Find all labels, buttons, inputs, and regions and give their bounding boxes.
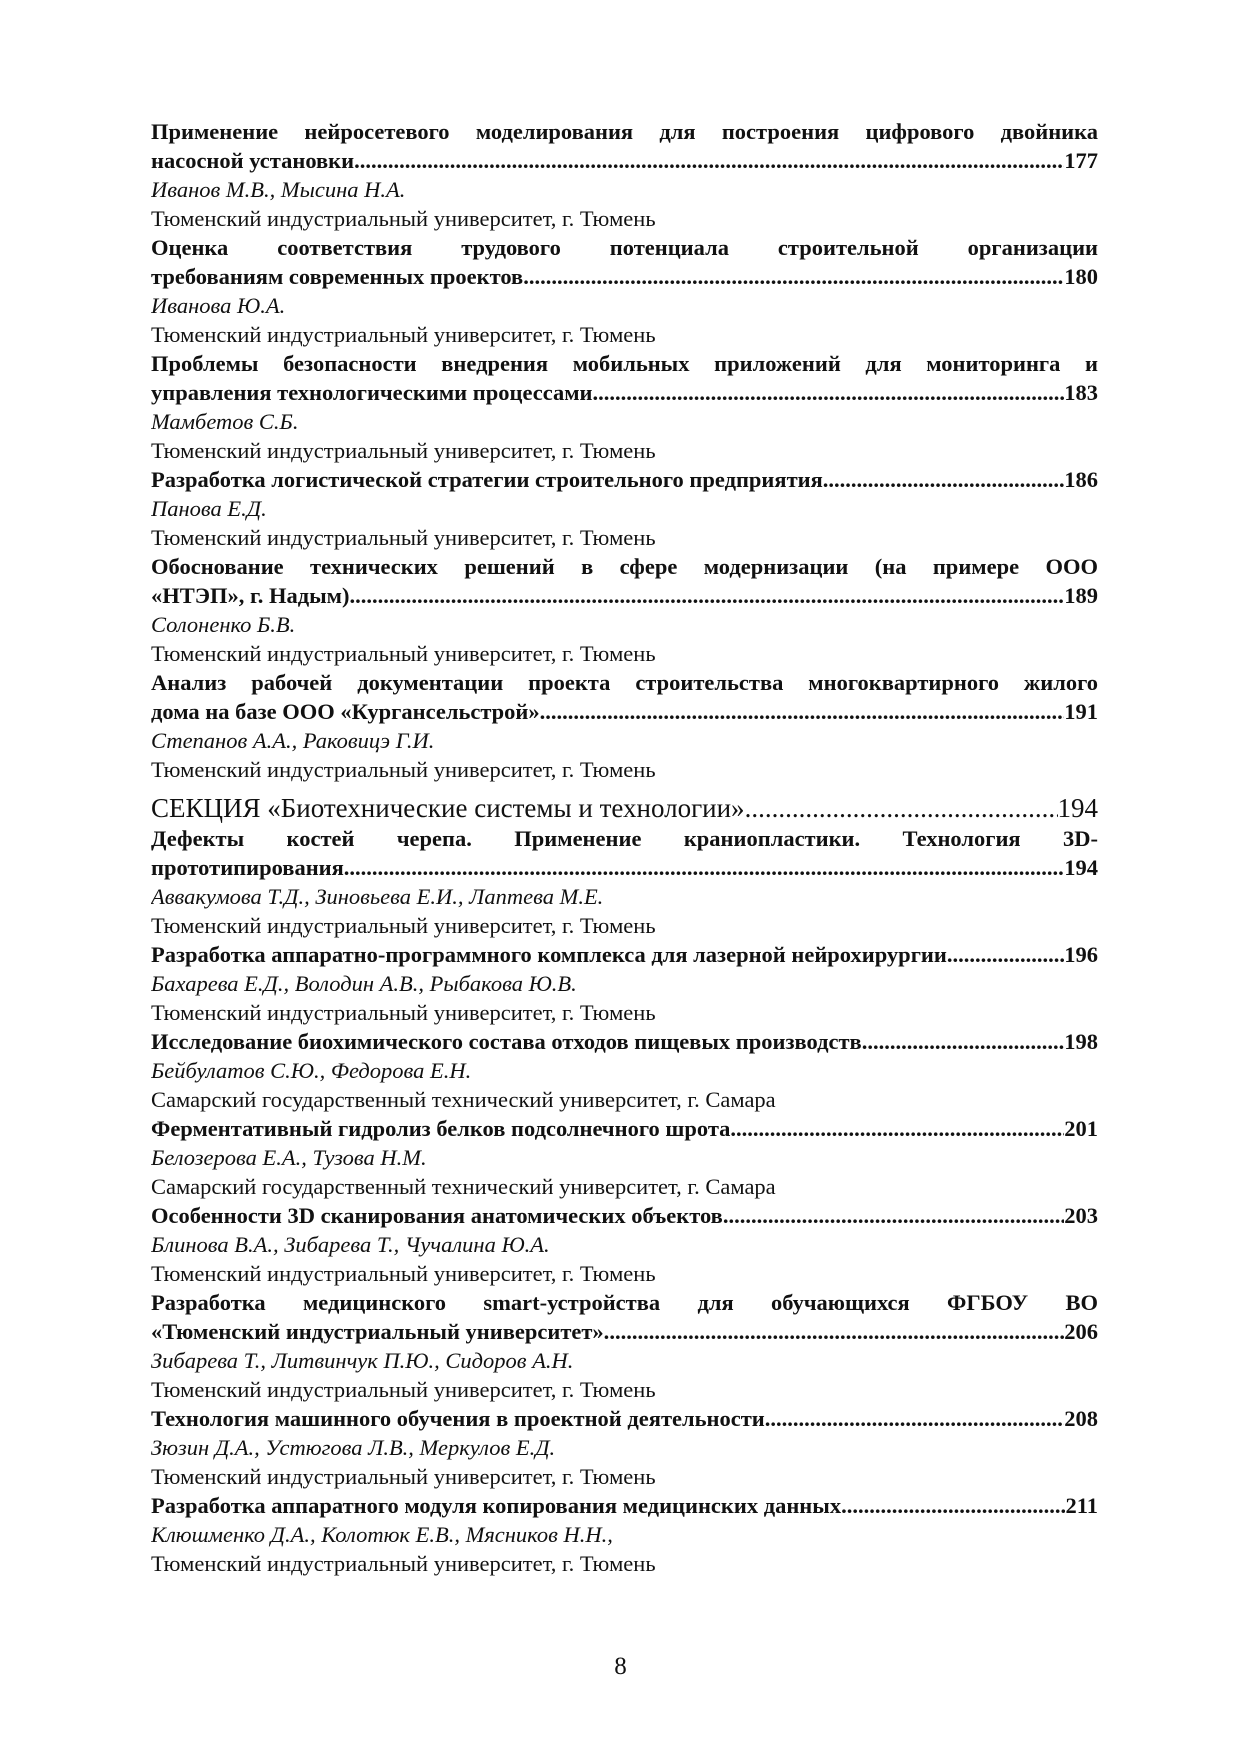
entry-affiliation: Самарский государственный технический университет, г. Самара (151, 1087, 776, 1112)
toc-entry (151, 117, 1098, 233)
entry-authors: Иванова Ю.А. (151, 293, 286, 318)
entry-page-number: 191 (1064, 699, 1098, 724)
entry-page-number: 208 (1064, 1406, 1098, 1431)
entry-page-number: 186 (1064, 467, 1098, 492)
entry-authors: Зюзин Д.А., Устюгова Л.В., Меркулов Е.Д. (151, 1435, 556, 1460)
entry-title: Особенности 3D сканирования анатомических объектов (151, 1203, 723, 1228)
entry-affiliation: Тюменский индустриальный университет, г. Тюмень (151, 1000, 656, 1025)
entry-title-leader (151, 1491, 1098, 1520)
entry-title: Проблемы безопасности внедрения мобильных приложений для мониторинга и (151, 351, 1098, 376)
table-of-contents (151, 117, 1098, 1578)
entry-title: Оценка соответствия трудового потенциала строительной организации (151, 235, 1098, 260)
entry-title-leader (151, 262, 1098, 291)
entry-authors: Степанов А.А., Раковицэ Г.И. (151, 728, 435, 753)
entry-title-leader (151, 378, 1098, 407)
entry-authors: Солоненко Б.В. (151, 612, 296, 637)
entry-page-number: 196 (1064, 942, 1098, 967)
entry-affiliation: Тюменский индустриальный университет, г. Тюмень (151, 757, 656, 782)
entry-title: Технология машинного обучения в проектной деятельности (151, 1406, 765, 1431)
entry-title-leader (151, 1317, 1098, 1346)
entry-authors: Иванов М.В., Мысина Н.А. (151, 177, 406, 202)
entry-page-number: 206 (1064, 1319, 1098, 1344)
entry-title-leader (151, 581, 1098, 610)
page-number: 8 (614, 1653, 627, 1680)
toc-entry (151, 1027, 1098, 1114)
toc-entry (151, 349, 1098, 465)
entry-affiliation: Тюменский индустриальный университет, г. Тюмень (151, 913, 656, 938)
entry-authors: Блинова В.А., Зибарева Т., Чучалина Ю.А. (151, 1232, 550, 1257)
toc-entry (151, 940, 1098, 1027)
entry-authors: Зибарева Т., Литвинчук П.Ю., Сидоров А.Н. (151, 1348, 574, 1373)
toc-entry (151, 233, 1098, 349)
section-title: СЕКЦИЯ «Биотехнические системы и технологии» (151, 793, 745, 823)
entry-page-number: 177 (1064, 148, 1098, 173)
entry-authors: Клюшменко Д.А., Колотюк Е.В., Мясников Н.Н., (151, 1522, 613, 1547)
entry-title-leader (151, 465, 1098, 494)
entry-affiliation: Самарский государственный технический университет, г. Самара (151, 1174, 776, 1199)
entry-title-leader (151, 853, 1098, 882)
entry-page-number: 201 (1064, 1116, 1098, 1141)
entry-title-leader (151, 1201, 1098, 1230)
entry-page-number: 194 (1064, 855, 1098, 880)
entry-title: Применение нейросетевого моделирования для построения цифрового двойника (151, 119, 1098, 144)
entry-title: Разработка аппаратного модуля копирования медицинских данных (151, 1493, 842, 1518)
entry-title: Исследование биохимического состава отходов пищевых производств (151, 1029, 862, 1054)
toc-entry (151, 1288, 1098, 1404)
entry-title: Разработка аппаратно-программного комплекса для лазерной нейрохирургии. (151, 942, 953, 967)
entry-title: Разработка логистической стратегии строительного предприятия (151, 467, 823, 492)
entry-authors: Белозерова Е.А., Тузова Н.М. (151, 1145, 427, 1170)
entry-title-leader (151, 1114, 1098, 1143)
entry-title: прототипирования. (151, 855, 350, 880)
entry-title: управления технологическими процессами. (151, 380, 599, 405)
toc-entry (151, 1114, 1098, 1201)
entry-page-number: 211 (1065, 1493, 1098, 1518)
entry-title-leader (151, 697, 1098, 726)
entry-affiliation: Тюменский индустриальный университет, г. Тюмень (151, 1551, 656, 1576)
toc-entry (151, 465, 1098, 552)
entry-title: дома на базе ООО «Кургансельстрой» (151, 699, 540, 724)
entry-affiliation: Тюменский индустриальный университет, г. Тюмень (151, 1377, 656, 1402)
entry-title: Анализ рабочей документации проекта строительства многоквартирного жилого (151, 670, 1098, 695)
entry-page-number: 203 (1064, 1203, 1098, 1228)
section-page-number: 194 (1057, 793, 1098, 823)
toc-entry (151, 668, 1098, 784)
entry-authors: Бахарева Е.Д., Володин А.В., Рыбакова Ю.В. (151, 971, 577, 996)
entry-title: насосной установки (151, 148, 355, 173)
entry-title: Обоснование технических решений в сфере модернизации (на примере ООО (151, 554, 1098, 579)
entry-title-leader (151, 146, 1098, 175)
entry-authors: Бейбулатов С.Ю., Федорова Е.Н. (151, 1058, 472, 1083)
entry-title: «Тюменский индустриальный университет». (151, 1319, 610, 1344)
entry-affiliation: Тюменский индустриальный университет, г. Тюмень (151, 641, 656, 666)
entry-title-leader (151, 1027, 1098, 1056)
entry-page-number: 180 (1064, 264, 1098, 289)
entry-affiliation: Тюменский индустриальный университет, г. Тюмень (151, 525, 656, 550)
toc-entry (151, 824, 1098, 940)
entry-authors: Мамбетов С.Б. (151, 409, 299, 434)
entry-title: «НТЭП», г. Надым) (151, 583, 350, 608)
entry-affiliation: Тюменский индустриальный университет, г. Тюмень (151, 438, 656, 463)
entry-affiliation: Тюменский индустриальный университет, г. Тюмень (151, 322, 656, 347)
entry-page-number: 183 (1064, 380, 1098, 405)
toc-entry (151, 1491, 1098, 1578)
entry-title: требованиям современных проектов (151, 264, 524, 289)
entry-affiliation: Тюменский индустриальный университет, г. Тюмень (151, 206, 656, 231)
entry-title: Дефекты костей черепа. Применение краниопластики. Технология 3D- (151, 826, 1098, 851)
toc-entry (151, 1404, 1098, 1491)
entry-title: Ферментативный гидролиз белков подсолнечного шрота (151, 1116, 731, 1141)
entry-affiliation: Тюменский индустриальный университет, г. Тюмень (151, 1261, 656, 1286)
entry-authors: Аввакумова Т.Д., Зиновьева Е.И., Лаптева М.Е. (151, 884, 604, 909)
entry-title-leader (151, 1404, 1098, 1433)
toc-entry (151, 552, 1098, 668)
entry-authors: Панова Е.Д. (151, 496, 267, 521)
entry-title-leader (151, 940, 1098, 969)
section-heading (151, 792, 1098, 824)
entry-title: Разработка медицинского smart-устройства для обучающихся ФГБОУ ВО (151, 1290, 1098, 1315)
entry-page-number: 189 (1064, 583, 1098, 608)
entry-page-number: 198 (1064, 1029, 1098, 1054)
toc-entry (151, 1201, 1098, 1288)
entry-affiliation: Тюменский индустриальный университет, г. Тюмень (151, 1464, 656, 1489)
